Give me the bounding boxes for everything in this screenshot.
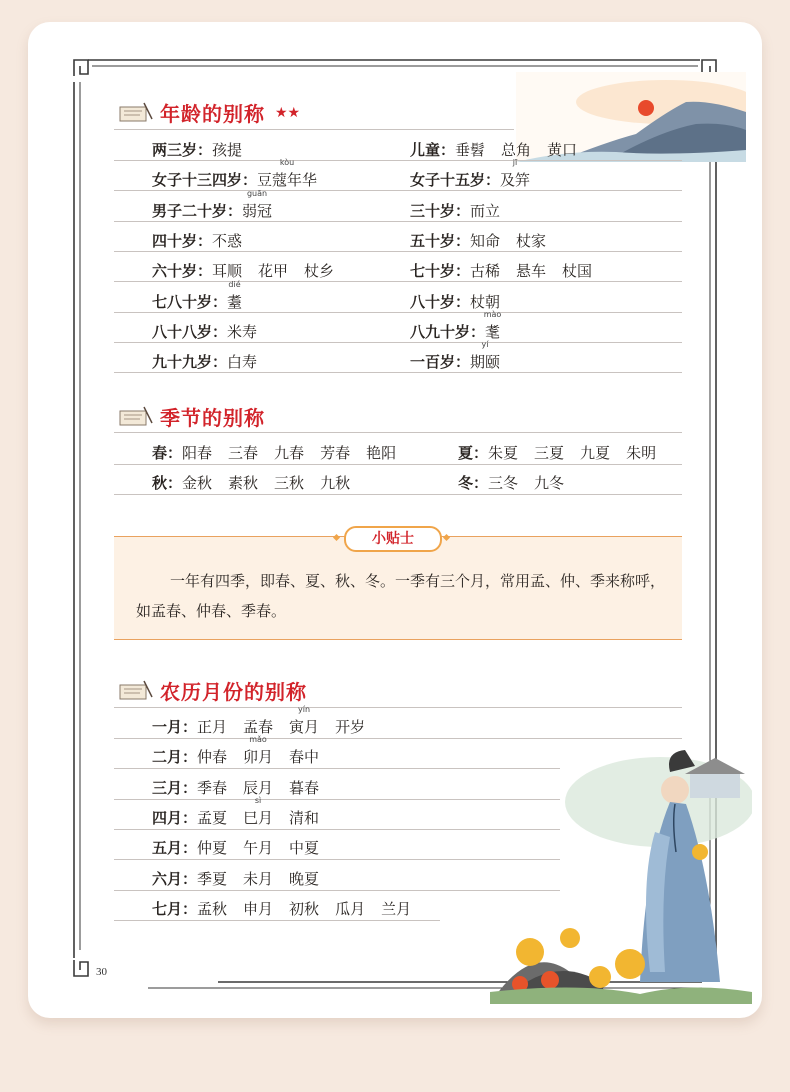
term: 豆蔻年华 kòu (257, 158, 318, 190)
row-label: 三十岁： (410, 201, 471, 220)
pinyin-annotation: dié (228, 279, 241, 289)
term: 开岁 (335, 718, 366, 736)
scholar-illustration (490, 742, 752, 1004)
row-label: 七十岁： (410, 262, 471, 281)
row-divider (114, 859, 560, 860)
table-row (410, 139, 577, 160)
row-label: 五月： (152, 839, 198, 858)
table-row (152, 442, 396, 463)
table-row (410, 309, 502, 342)
section-heading-age (114, 98, 300, 127)
row-divider (114, 251, 682, 252)
row-label: 冬： (458, 474, 489, 492)
scroll-icon (114, 101, 154, 125)
row-label: 两三岁： (152, 141, 213, 159)
term: 初秋 (289, 899, 320, 918)
term: 而立 (470, 201, 501, 220)
row-label: 五十岁： (410, 231, 471, 250)
table-row (152, 188, 273, 221)
row-divider (114, 494, 682, 495)
table-row (410, 260, 592, 281)
term: 季春 (197, 778, 228, 797)
row-divider (114, 342, 682, 343)
table-row (152, 705, 366, 737)
term: 素秋 (228, 474, 259, 492)
row-label: 三月： (152, 778, 198, 797)
row-label: 秋： (152, 474, 183, 492)
term: 午月 (243, 839, 274, 858)
term: 期颐 yí (470, 340, 501, 372)
row-label: 四月： (152, 808, 198, 827)
term: 孟春 (243, 718, 274, 736)
table-row (410, 291, 500, 312)
row-divider (114, 738, 682, 739)
row-label: 六月： (152, 869, 198, 888)
term: 耄 mào (483, 309, 502, 341)
table-row (152, 837, 319, 858)
table-row (152, 279, 243, 312)
row-label: 八九十岁： (410, 322, 486, 341)
term: 兰月 (381, 899, 412, 918)
table-row (152, 321, 257, 342)
term: 瓜月 (335, 899, 366, 918)
term: 朱夏 (488, 444, 519, 462)
table-row (152, 139, 242, 160)
table-row (152, 158, 318, 190)
term: 卯月 mǎo (243, 735, 274, 767)
term: 知命 (470, 231, 501, 250)
pinyin-annotation: yín (298, 705, 311, 714)
section-title: 农历月份的别称 (160, 680, 307, 704)
term: 不惑 (212, 231, 243, 250)
term: 巳月 sì (243, 795, 274, 827)
table-row (152, 735, 320, 767)
term: 杖家 (516, 231, 547, 250)
term: 未月 (243, 869, 274, 888)
book-page (28, 22, 762, 1018)
table-row (152, 230, 242, 251)
term: 及笄 jī (500, 158, 531, 190)
term: 孟夏 (197, 808, 228, 827)
term: 古稀 (470, 262, 501, 281)
row-divider (114, 281, 682, 282)
table-row (410, 230, 546, 251)
term: 晚夏 (289, 869, 320, 888)
row-label: 七月： (152, 899, 198, 918)
row-divider (114, 312, 682, 313)
row-divider (114, 768, 560, 769)
section-heading-season (114, 402, 265, 431)
term: 暮春 (289, 778, 320, 797)
term: 孩提 (212, 141, 243, 159)
row-label: 二月： (152, 748, 198, 767)
term: 艳阳 (366, 444, 397, 462)
row-label: 六十岁： (152, 262, 213, 281)
row-label: 女子十五岁： (410, 171, 501, 190)
row-divider (114, 890, 560, 891)
row-divider (114, 372, 682, 373)
row-divider (114, 829, 560, 830)
term: 中夏 (289, 839, 320, 858)
row-label: 一百岁： (410, 353, 471, 372)
row-label: 八十岁： (410, 292, 471, 311)
tip-badge: 小贴士 (344, 526, 442, 552)
table-row (152, 260, 334, 281)
term: 九春 (274, 444, 305, 462)
divider (114, 129, 514, 130)
pinyin-annotation: kòu (279, 158, 295, 168)
term: 杖乡 (304, 262, 335, 281)
term: 正月 (197, 718, 228, 736)
table-row (410, 340, 501, 372)
row-label: 春： (152, 444, 183, 462)
term: 九冬 (534, 474, 565, 492)
term: 三秋 (274, 474, 305, 492)
term: 申月 (243, 899, 274, 918)
term: 孟秋 (197, 899, 228, 918)
row-label: 一月： (152, 718, 198, 736)
table-row (458, 442, 656, 463)
term: 杖朝 (470, 292, 501, 311)
table-row (152, 472, 350, 493)
difficulty-stars: ★★ (275, 104, 301, 121)
row-label: 夏： (458, 444, 489, 462)
term: 季夏 (197, 869, 228, 888)
section-title: 年龄的别称 (160, 102, 265, 126)
term: 阳春 (182, 444, 213, 462)
term: 杖国 (562, 262, 593, 281)
term: 黄口 (547, 141, 578, 159)
pinyin-annotation: guān (246, 188, 268, 198)
row-label: 女子十三四岁： (152, 171, 258, 190)
scroll-icon (114, 405, 154, 429)
term: 总角 (501, 141, 532, 159)
row-label: 四十岁： (152, 231, 213, 250)
row-label: 九十九岁： (152, 353, 228, 372)
row-divider (114, 464, 682, 465)
term: 仲春 (197, 748, 228, 767)
pinyin-annotation: jī (512, 158, 518, 168)
table-row (152, 777, 319, 798)
table-row (152, 795, 320, 828)
page-number: 30 (96, 966, 107, 978)
row-label: 七八十岁： (152, 292, 228, 311)
row-divider (114, 707, 682, 708)
term: 弱冠 guān (242, 188, 273, 220)
pinyin-annotation: yí (481, 340, 489, 350)
term: 九秋 (320, 474, 351, 492)
section-heading-month (114, 676, 307, 705)
row-divider (114, 799, 560, 800)
row-divider (114, 432, 682, 433)
pinyin-annotation: mào (483, 309, 502, 319)
pinyin-annotation: sì (254, 795, 262, 805)
term: 耳顺 (212, 262, 243, 281)
table-row (410, 158, 531, 190)
table-row (152, 898, 411, 919)
row-label: 儿童： (410, 141, 456, 159)
term: 辰月 (243, 778, 274, 797)
section-title: 季节的别称 (160, 406, 265, 430)
row-divider (114, 160, 682, 161)
term: 垂髫 (455, 141, 486, 159)
term: 寅月 yín (289, 705, 320, 736)
tip-text: 一年有四季，即春、夏、秋、冬。一季有三个月，常用孟、仲、季来称呼，如孟春、仲春、季春。 (136, 572, 666, 620)
term: 清和 (289, 808, 320, 827)
term: 仲夏 (197, 839, 228, 858)
term: 三夏 (534, 444, 565, 462)
table-row (410, 200, 500, 221)
row-divider (114, 221, 682, 222)
term: 九夏 (580, 444, 611, 462)
row-divider (114, 920, 440, 921)
table-row (458, 472, 564, 493)
term: 白寿 (227, 353, 258, 372)
table-row (152, 868, 319, 889)
term: 耋 dié (227, 279, 243, 311)
pinyin-annotation: mǎo (249, 735, 267, 745)
row-label: 八十八岁： (152, 322, 228, 341)
term: 三春 (228, 444, 259, 462)
row-label: 男子二十岁： (152, 201, 243, 220)
term: 花甲 (258, 262, 289, 281)
table-row (152, 351, 257, 372)
term: 米寿 (227, 322, 258, 341)
term: 金秋 (182, 474, 213, 492)
term: 朱明 (626, 444, 657, 462)
row-divider (114, 190, 682, 191)
term: 三冬 (488, 474, 519, 492)
term: 春中 (289, 748, 320, 767)
scroll-icon (114, 679, 154, 703)
term: 芳春 (320, 444, 351, 462)
term: 悬车 (516, 262, 547, 281)
